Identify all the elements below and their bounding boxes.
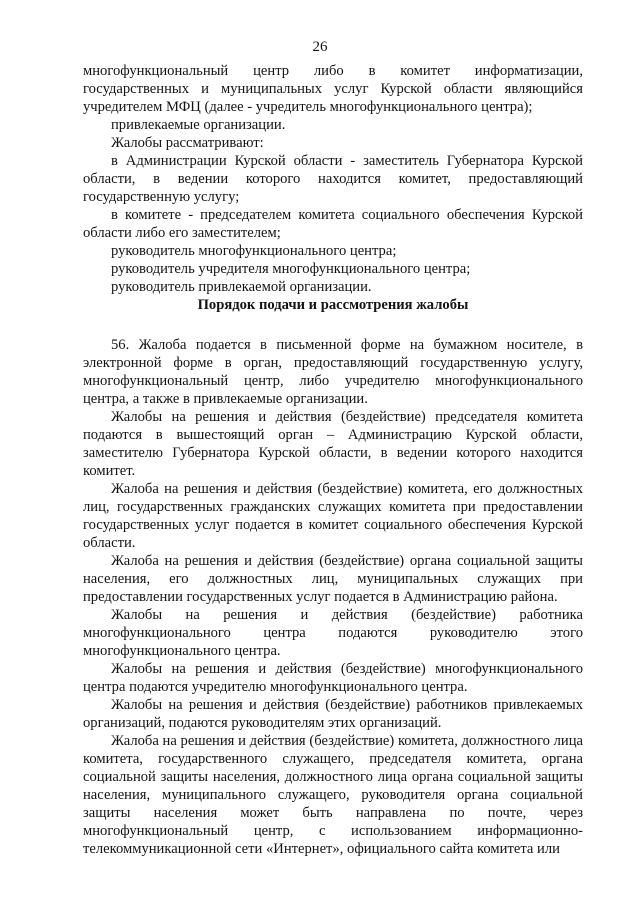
paragraph: многофункциональный центр либо в комитет информатизации, государственных и муниципальных услуг Курской области являющийся учредителем МФЦ (далее - учредитель многофункционального центра); <box>83 63 583 115</box>
paragraph: Жалобы рассматривают: <box>111 135 264 151</box>
paragraph: 56. Жалоба подается в письменной форме на бумажном носителе, в электронной форме в орган, предоставляющий государственную услугу, многофункциональный центр, либо учредителю многофункционального центра, а также в привлекаемые организации. <box>83 337 583 407</box>
paragraph: руководитель учредителя многофункционального центра; <box>111 261 471 277</box>
paragraph: в комитете - председателем комитета социального обеспечения Курской области либо его заместителем; <box>83 207 583 241</box>
paragraph: руководитель привлекаемой организации. <box>111 279 372 295</box>
paragraph: Жалоба на решения и действия (бездействие) комитета, его должностных лиц, государственных гражданских служащих комитета при предоставлении государственных услуг подается в комитет социального обеспечения Курской области. <box>83 481 583 551</box>
paragraph: привлекаемые организации. <box>111 117 286 133</box>
page-number: 26 <box>312 39 328 55</box>
paragraph: Жалоба на решения и действия (бездействие) органа социальной защиты населения, его должностных лиц, муниципальных служащих при предоставлении государственных услуг подается в Администрацию района. <box>83 553 583 605</box>
paragraph: Жалобы на решения и действия (бездействие) работников привлекаемых организаций, подаются руководителям этих организаций. <box>83 697 583 731</box>
document-body <box>83 62 583 858</box>
paragraph: Жалобы на решения и действия (бездействие) многофункционального центра подаются учредителю многофункционального центра. <box>83 661 583 695</box>
paragraph: руководитель многофункционального центра; <box>111 243 397 259</box>
paragraph: Жалоба на решения и действия (бездействие) комитета, должностного лица комитета, государственного служащего, председателя комитета, органа социальной защиты населения, должностного лица органа социальной защиты населения, муниципального служащего, руководителя органа социальной защиты населения может быть направлена по почте, через многофункциональный центр, с использованием информационно-телекоммуникационной сети «Интернет», официального сайта комитета или <box>83 733 583 857</box>
section-heading: Порядок подачи и рассмотрения жалобы <box>197 297 469 313</box>
paragraph: в Администрации Курской области - заместитель Губернатора Курской области, в ведении которого находится комитет, предоставляющий государственную услугу; <box>83 153 583 205</box>
paragraph: Жалобы на решения и действия (бездействие) председателя комитета подаются в вышестоящий орган – Администрацию Курской области, заместителю Губернатора Курской области, в ведении которого находится комитет. <box>83 409 583 479</box>
paragraph: Жалобы на решения и действия (бездействие) работника многофункционального центра подаются руководителю этого многофункционального центра. <box>83 607 583 659</box>
